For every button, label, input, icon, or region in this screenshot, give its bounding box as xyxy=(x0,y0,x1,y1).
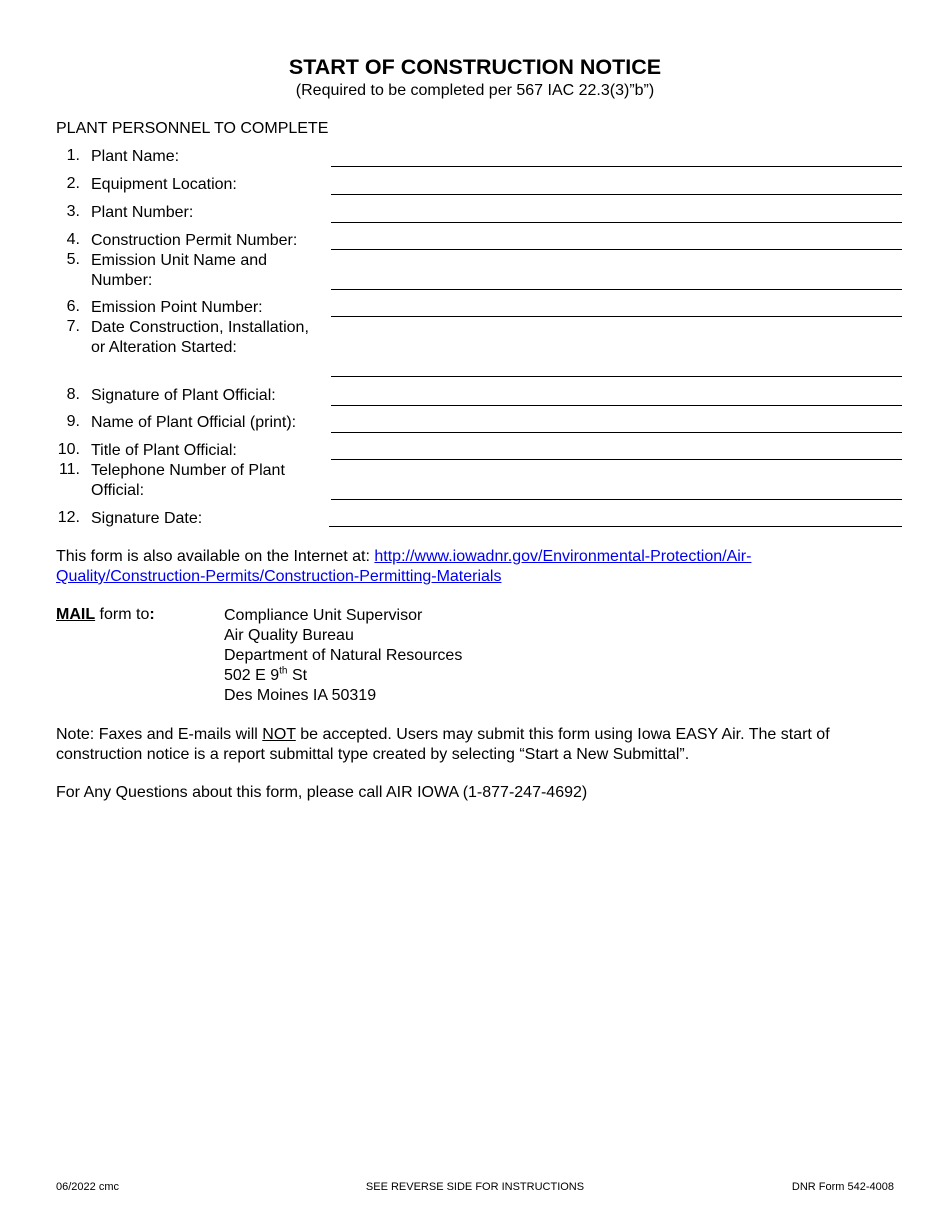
field-label: Construction Permit Number: xyxy=(91,232,298,249)
internet-prefix: This form is also available on the Internet at: xyxy=(56,548,375,565)
footer-date: 06/2022 cmc xyxy=(56,1181,119,1193)
address-line-4 xyxy=(224,666,462,686)
section-heading: PLANT PERSONNEL TO COMPLETE xyxy=(56,120,329,137)
footer-reverse-side-note: SEE REVERSE SIDE FOR INSTRUCTIONS xyxy=(365,1181,585,1193)
field-label: Telephone Number of Plant Official: xyxy=(91,462,285,499)
address-line-3: Department of Natural Resources xyxy=(224,647,463,664)
date-construction-started-input-line[interactable] xyxy=(331,376,902,377)
field-number: 11. xyxy=(58,461,80,478)
field-plant-number xyxy=(56,203,902,225)
field-number: 1. xyxy=(66,147,80,164)
mailing-address xyxy=(224,606,462,706)
field-label: Signature of Plant Official: xyxy=(91,387,276,404)
ordinal-suffix: th xyxy=(279,665,288,677)
form-materials-link[interactable]: http://www.iowadnr.gov/Environmental-Protection/Air-Quality/Construction-Permits/Construction-Permitting-Materials xyxy=(56,548,752,585)
field-label: Title of Plant Official: xyxy=(91,442,237,459)
address-line-5: Des Moines IA 50319 xyxy=(224,687,377,704)
field-date-construction-started xyxy=(56,318,902,380)
field-label: Emission Point Number: xyxy=(91,299,263,316)
field-number: 3. xyxy=(66,203,80,220)
construction-permit-number-input-line[interactable] xyxy=(331,249,902,250)
mail-label-rest: form to xyxy=(95,606,150,623)
field-title-plant-official xyxy=(56,441,902,463)
field-equipment-location xyxy=(56,175,902,197)
field-label: Name of Plant Official (print): xyxy=(91,414,297,431)
field-label: Emission Unit Name and Number: xyxy=(91,252,268,289)
emission-unit-input-line[interactable] xyxy=(331,289,902,290)
field-telephone-plant-official xyxy=(56,461,902,503)
equipment-location-input-line[interactable] xyxy=(331,194,902,195)
plant-name-input-line[interactable] xyxy=(331,166,902,167)
form-title: START OF CONSTRUCTION NOTICE xyxy=(288,55,662,79)
mail-label-bold: MAIL xyxy=(56,606,96,623)
field-label: Equipment Location: xyxy=(91,176,237,193)
street-suffix: St xyxy=(287,667,308,684)
note-post: be accepted. Users may submit this form using Iowa EASY Air. The start of construction notice is a report submittal type created by selecting “Start a New Submittal”. xyxy=(56,726,830,763)
field-number: 5. xyxy=(66,251,80,268)
internet-availability-text xyxy=(56,547,856,587)
name-plant-official-input-line[interactable] xyxy=(331,432,902,433)
address-line-1: Compliance Unit Supervisor xyxy=(224,607,423,624)
field-emission-point-number xyxy=(56,298,902,320)
form-subtitle: (Required to be completed per 567 IAC 22.3(3)”b”) xyxy=(295,82,655,99)
title-plant-official-input-line[interactable] xyxy=(331,459,902,460)
address-line-2: Air Quality Bureau xyxy=(224,627,354,644)
questions-contact: For Any Questions about this form, please call AIR IOWA (1-877-247-4692) xyxy=(56,784,588,801)
plant-number-input-line[interactable] xyxy=(331,222,902,223)
street-number: 502 E 9 xyxy=(224,667,280,684)
submission-note xyxy=(56,725,856,765)
field-emission-unit xyxy=(56,251,902,293)
emission-point-number-input-line[interactable] xyxy=(331,316,902,317)
field-number: 9. xyxy=(66,413,80,430)
field-number: 4. xyxy=(66,231,80,248)
mail-label xyxy=(56,606,155,624)
signature-plant-official-input-line[interactable] xyxy=(331,405,902,406)
field-number: 7. xyxy=(66,318,80,335)
field-name-plant-official xyxy=(56,413,902,435)
field-plant-name xyxy=(56,147,902,169)
field-label: Signature Date: xyxy=(91,510,203,527)
field-number: 6. xyxy=(66,298,80,315)
field-number: 8. xyxy=(66,386,80,403)
field-label: Date Construction, Installation, or Alteration Started: xyxy=(91,319,309,356)
field-number: 12. xyxy=(57,509,80,526)
footer-form-number: DNR Form 542-4008 xyxy=(791,1181,894,1193)
field-signature-plant-official xyxy=(56,386,902,408)
field-number: 10. xyxy=(57,441,80,458)
note-pre: Note: Faxes and E-mails will xyxy=(56,726,263,743)
field-construction-permit-number xyxy=(56,231,902,253)
telephone-plant-official-input-line[interactable] xyxy=(331,499,902,500)
note-emphasis: NOT xyxy=(262,726,296,743)
signature-date-input-line[interactable] xyxy=(329,526,902,527)
field-label: Plant Name: xyxy=(91,148,180,165)
mail-label-colon: : xyxy=(149,606,155,623)
field-signature-date xyxy=(56,509,902,531)
field-number: 2. xyxy=(66,175,80,192)
field-label: Plant Number: xyxy=(91,204,194,221)
